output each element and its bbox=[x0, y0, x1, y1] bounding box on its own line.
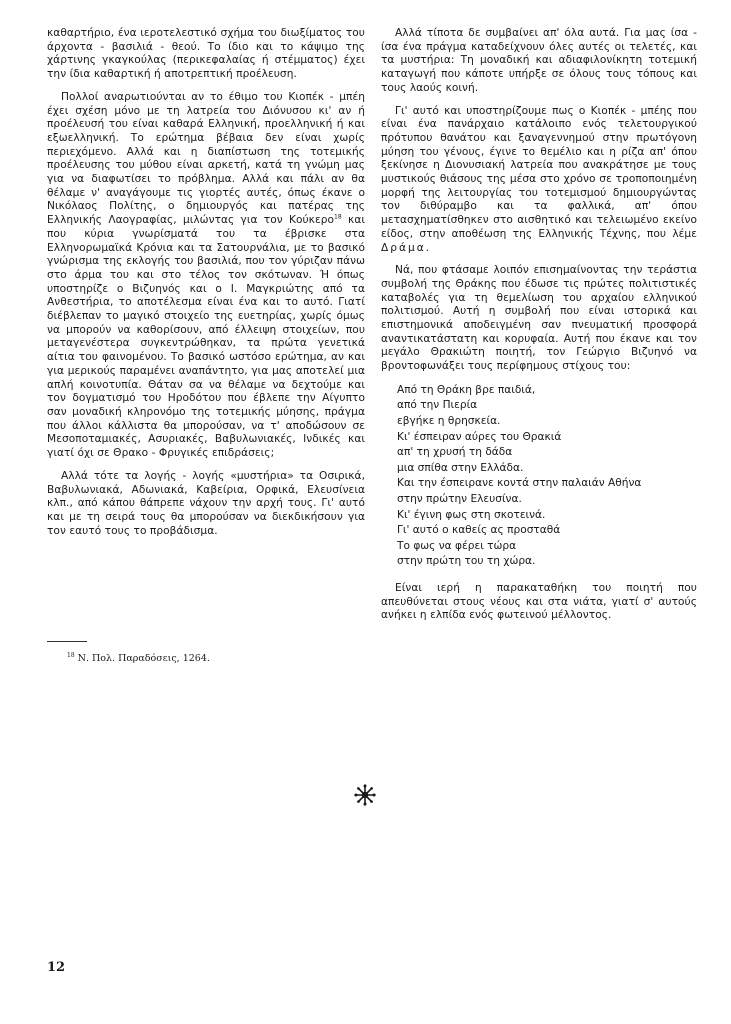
poem-line: απ' τη χρυσή τη δάδα bbox=[397, 446, 513, 459]
poem-line: στην πρώτη του τη χώρα. bbox=[397, 555, 536, 568]
poem-line: Κι' έσπειραν αύρες του Θρακιά bbox=[397, 430, 562, 443]
poem-line: από την Πιερία bbox=[397, 399, 478, 412]
poem-line: στην πρώτην Ελευσίνα. bbox=[397, 493, 522, 506]
right-paragraph-2-text: Γι' αυτό και υποστηρίζουμε πως ο Κιοπέκ - μπέης που είναι ένα πανάρχαιο κατάλοιπο ενός τελετουργικού πρότυπου θανάτου και ξαναγεννημού στην πρωτόγονη μύηση του γένους, έγινε το θεμέλιο και η ρίζα απ' όπου ξεκίνησε η Διονυσιακή λατρεία που ανακράτησε με τους μυστικούς θιάσους της μέσα στο χρόνο σε τροποποιημένη μορφή της λειτουργίας του τοτεμισμού δημιουργώντας τον διθύραμβο και τα φαλλικά, απ' όπου μετασχηματίσθηκεν στο αισθητικό και τελειωμένο εκείνο είδος, στην αποθέωση της Ελληνικής Τέχνης, που λέμε bbox=[381, 104, 697, 240]
footnote bbox=[67, 653, 367, 665]
drama-word: Δράμα. bbox=[381, 241, 432, 254]
star-ornament-icon bbox=[354, 784, 376, 806]
poem-line: εβγήκε η θρησκεία. bbox=[397, 415, 501, 428]
poem-line: Το φως να φέρει τώρα bbox=[397, 539, 517, 552]
right-paragraph-4: Είναι ιερή η παρακαταθήκη του ποιητή που απευθύνεται στους νέους και στα νιάτα, γιατί σ' αυτούς ανήκει η ελπίδα ενός φωτεινού μέλλοντος. bbox=[381, 582, 697, 622]
poem bbox=[397, 383, 697, 570]
footnote-text: Ν. Πολ. Παραδόσεις, 1264. bbox=[74, 653, 210, 664]
left-paragraph-2-text-a: Πολλοί αναρωτιούνται αν το έθιμο του Κιοπέκ - μπέη έχει σχέση μόνο με τη λατρεία του Διόνυσου κι' αν ή προέλευσή του είναι καθαρά Ελληνική, προελληνική ή και εξωελληνική. Το ερώτημα βέβαια δεν είναι χωρίς περιεχόμενο. Αλλά και η διαπίστωση της τοτεμικής προέλευσης του μύθου είναι αρκετή, κατά τη γνώμη μας για να διαφωτίσει το πρόβλημα. Αλλά και πάλι αν θα θέλαμε ν' αναγάγουμε τις γιορτές αυτές, όπως έκανε ο Νικόλαος Πολίτης, ο δημιουργός και πατέρας της Ελληνικής Λαογραφίας, μιλώντας για τον Κούκερο bbox=[47, 90, 365, 227]
left-paragraph-2 bbox=[47, 91, 365, 461]
poem-line: Και την έσπειρανε κοντά στην παλαιάν Αθήνα bbox=[397, 477, 642, 490]
footnote-ref: 18 bbox=[334, 213, 342, 221]
right-column bbox=[381, 27, 697, 632]
right-paragraph-1: Αλλά τίποτα δε συμβαίνει απ' όλα αυτά. Για μας ίσα - ίσα ένα πράγμα καταδείχνουν όλες αυτές οι τελετές, και τα μυστήρια: Τη μοναδική και αδιαφιλονίκητη τοτεμική καταγωγή που κάποτε υπήρξε σε όλους τους τόπους και τους λαούς κοινή. bbox=[381, 27, 697, 94]
poem-line: Κι' έγινη φως στη σκοτεινά. bbox=[397, 508, 546, 521]
poem-line: Γι' αυτό ο καθείς ας προσταθά bbox=[397, 524, 561, 537]
poem-line: μια σπίθα στην Ελλάδα. bbox=[397, 461, 524, 474]
footnote-rule bbox=[47, 641, 87, 642]
left-paragraph-1: καθαρτήριο, ένα ιεροτελεστικό σχήμα του διωξίματος του άρχοντα - βασιλιά - θεού. Το ίδιο και το κάψιμο της χάρτινης γκαγκούλας (περικεφαλαίας ή στέμματος) έχει την ίδια καθαρτική ή αποτρεπτική προέλευση. bbox=[47, 27, 365, 81]
poem-line: Από τη Θράκη βρε παιδιά, bbox=[397, 383, 536, 396]
footnote-number: 18 bbox=[67, 651, 75, 659]
left-paragraph-2-text-b: και που κύρια γνωρίσματά του τα έβρισκε στα Ελληνορωμαϊκά Κρόνια και τα Σατουρνάλια, με το βασικό γνώρισμα της εκλογής του βασιλιά, που τον γύριζαν πάνω στο άρμα του και στο τέλος τον σκότωναν. Ή όπως υποστηρίζε ο Βιζυηνός και ο Ι. Μαγκριώτης από τα Ανθεστήρια, το αποτέλεσμα είναι ένα και το αυτό. Γιατί διέβλεπαν το μαγικό στοιχείο της ευετηρίας, χωρίς όμως να μπορούν να καθορίσουν, από έλλειψη στοιχείων, που μεταγενέστερα συγκεντρώθηκαν, τα πρώτα γενετικά αίτια του φαινομένου. Το βασικό ωστόσο ερώτημα, αν και για μερικούς παραμένει αναπάντητο, για μας αποτελεί μια απλή κοινοτυπία. Θάταν σα να θέλαμε να δεχτούμε και τον δογματισμό του Ηροδότου που έβλεπε την Αίγυπτο σαν μοναδική κληρονόμο της τοτεμικής μύησης, πράγμα που άλλοι κάλλιστα θα μπορούσαν, να τ' αποδώσουν σε Μεσοποταμιακές, Ασυριακές, Βαβυλωνιακές, Ινδικές και γιατί όχι σε Θρακο - Φρυγικές επιδράσεις; bbox=[47, 214, 365, 460]
right-paragraph-3: Νά, που φτάσαμε λοιπόν επισημαίνοντας την τεράστια συμβολή της Θράκης που έδωσε τις πρώτες πολιτιστικές καταβολές για τη θεμελίωση του αρχαίου ελληνικού πολιτισμού. Αυτή η συμβολή που είναι ιστορικά και επιστημονικά αποδειγμένη σαν πνευματική προσφορά αναντικατάστατη και κορυφαία. Αυτή που έκανε και τον μεγάλο Θρακιώτη ποιητή, τον Γεώργιο Βιζυηνό να βροντοφωνάξει τους περίφημους στίχους του: bbox=[381, 264, 697, 373]
page-number: 12 bbox=[47, 960, 66, 975]
right-paragraph-2 bbox=[381, 105, 697, 256]
left-paragraph-3: Αλλά τότε τα λογής - λογής «μυστήρια» τα Οσιρικά, Βαβυλωνιακά, Αδωνιακά, Καβείρια, Ορφικά, Ελευσίνεια κλπ., από κάπου θάπρεπε νάχουν την αρχή τους. Γι' αυτό και με τη σειρά τους θα μπορούσαν να διεκδικήσουν για τον εαυτό τους το προβάδισμα. bbox=[47, 469, 365, 537]
left-column bbox=[47, 27, 365, 547]
